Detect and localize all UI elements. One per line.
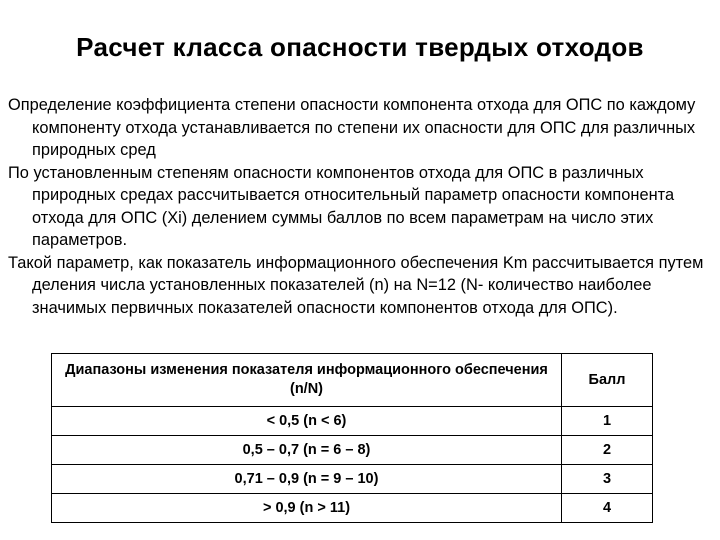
paragraph-coefficient-definition: Определение коэффициента степени опасности компонента отхода для ОПС по каждому компоненту отхода устанавливается по степени их опасности для ОПС для различных природных сред: [8, 96, 696, 159]
paragraph-relative-parameter: По установленным степеням опасности компонентов отхода для ОПС в различных природных средах рассчитывается относительный параметр опасности компонента отхода для ОПС (Xi) делением суммы баллов по всем параметрам на число этих параметров.: [8, 163, 675, 249]
table-row: [52, 407, 653, 436]
table-row: [52, 465, 653, 494]
cell-score: 2: [562, 436, 653, 465]
table-header-row: [52, 354, 653, 407]
header-score: Балл: [562, 354, 653, 407]
table-row: [52, 436, 653, 465]
information-index-table: [51, 353, 653, 523]
page-title: Расчет класса опасности твердых отходов: [76, 32, 644, 62]
table-row: [52, 494, 653, 523]
cell-range: > 0,9 (n > 11): [52, 494, 562, 523]
body-text: [8, 94, 714, 319]
cell-score: 4: [562, 494, 653, 523]
cell-range: 0,71 – 0,9 (n = 9 – 10): [52, 465, 562, 494]
cell-score: 3: [562, 465, 653, 494]
header-range: Диапазоны изменения показателя информационного обеспечения (n/N): [52, 354, 562, 407]
paragraph-information-index: Такой параметр, как показатель информационного обеспечения Km рассчитывается путем деления числа установленных показателей (n) на N=12 (N- количество наиболее значимых первичных показателей опасности компонентов отхода для ОПС).: [8, 253, 704, 317]
cell-range: < 0,5 (n < 6): [52, 407, 562, 436]
cell-score: 1: [562, 407, 653, 436]
cell-range: 0,5 – 0,7 (n = 6 – 8): [52, 436, 562, 465]
